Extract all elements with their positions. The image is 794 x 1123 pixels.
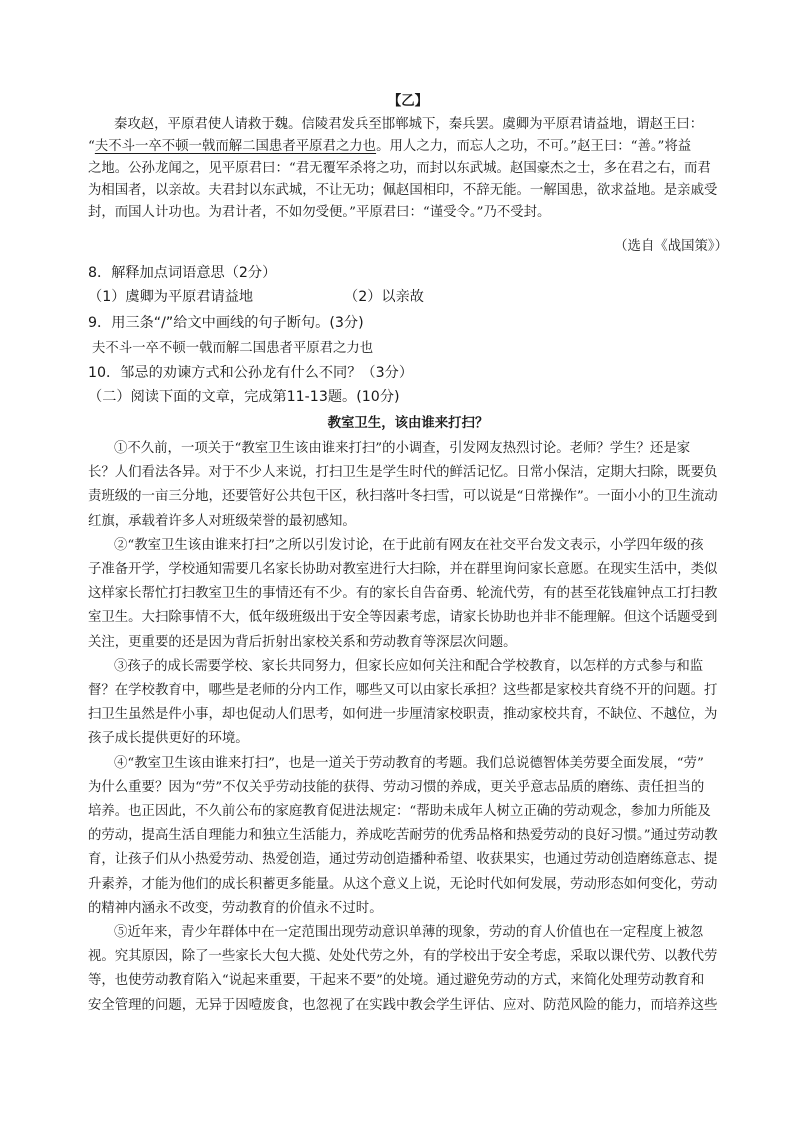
article-line: 为什么重要？因为“劳”不仅关乎劳动技能的获得、劳动习惯的养成，更关乎意志品质的磨练、责任担当的 bbox=[88, 779, 705, 795]
article-title: 教室卫生，该由谁来打扫？ bbox=[327, 415, 489, 431]
article-line: 关注，更重要的还是因为背后折射出家校关系和劳动教育等深层次问题。 bbox=[88, 634, 517, 650]
article-line: 督？在学校教育中，哪些是老师的分内工作，哪些又可以由家长承担？这些都是家校共育绕不开的问题。打 bbox=[88, 683, 718, 698]
article-line: ③孩子的成长需要学校、家长共同努力，但家长应如何关注和配合学校教育，以怎样的方式参与和监 bbox=[114, 658, 704, 674]
article-line: 子准备开学，学校通知需要几名家长协助对教室进行大扫除，并在群里询问家长意愿。在现实生活中，类似 bbox=[88, 562, 718, 577]
article-line: ①不久前，一项关于“教室卫生该由谁来打扫”的小调查，引发网友热烈讨论。老师？学生？还是家 bbox=[114, 441, 691, 456]
section-heading-yi: 【乙】 bbox=[387, 93, 429, 109]
yi-text-line-5: 封，而国人计功也。为君计者，不如勿受便。”平原君曰：“谨受令。”乃不受封。 bbox=[88, 205, 551, 220]
article-line: 红旗，承载着许多人对班级荣誉的最初感知。 bbox=[88, 513, 356, 529]
article-line: 这样家长帮忙打扫教室卫生的事情还有不少。有的家长自告奋勇、轮流代劳，有的甚至花钱雇钟点工打扫教 bbox=[88, 586, 718, 602]
question-8-items bbox=[88, 286, 728, 308]
yi-text-line-4: 为相国者，以亲故。夫君封以东武城，不让无功；佩赵国相印，不辞无能。一解国患，欲求益地。是亲戚受 bbox=[88, 183, 718, 198]
quote-open: “ bbox=[88, 139, 95, 154]
yi-line-2-rest: 。用人之力，而忘人之功，不可。”赵王曰：“善。”将益 bbox=[376, 139, 692, 154]
question-10-title: 10．邹忌的劝谏方式和公孙龙有什么不同？（3分） bbox=[88, 365, 414, 381]
source-citation: （选自《战国策》） bbox=[614, 239, 728, 254]
article-line: 安全管理的问题，无异于因噎废食，也忽视了在实践中教会学生评估、应对、防范风险的能力，而培养这些 bbox=[88, 997, 718, 1013]
article-line: 的劳动，提高生活自理能力和独立生活能力，养成吃苦耐劳的优秀品格和热爱劳动的良好习惯。”通过劳动教 bbox=[88, 828, 718, 844]
article-line: 室卫生。大扫除事情不大，低年级班级出于安全等因素考虑，请家长协助也并非不能理解。但这个话题受到 bbox=[88, 610, 718, 626]
question-9-title: 9．用三条“/”给文中画线的句子断句。(3分) bbox=[88, 315, 364, 331]
article-line: 升素养，才能为他们的成长积蓄更多能量。从这个意义上说，无论时代如何发展，劳动形态如何变化，劳动 bbox=[88, 876, 718, 892]
article-line: 长？人们看法各异。对于不少人来说，打扫卫生是学生时代的鲜活记忆。日常小保洁，定期大扫除，既要负 bbox=[88, 465, 718, 481]
yi-text-line-1: 秦攻赵，平原君使人请救于魏。信陵君发兵至邯郸城下，秦兵罢。虞卿为平原君请益地，谓赵王曰： bbox=[114, 117, 704, 132]
article-line: 视。究其原因，除了一些家长大包大揽、处处代劳之外，有的学校出于安全考虑，采取以课代劳、以教代劳 bbox=[88, 949, 718, 965]
article-line: ②“教室卫生该由谁来打扫”之所以引发讨论，在于此前有网友在社交平台发文表示，小学四年级的孩 bbox=[114, 537, 704, 553]
question-8-title: 8．解释加点词语意思（2分） bbox=[88, 265, 277, 281]
article-line: 的精神内涵永不改变，劳动教育的价值永不过时。 bbox=[88, 900, 383, 916]
article-line: 扫卫生虽然是件小事，却也促动人们思考，如何进一步厘清家校职责，推动家校共育，不缺位、不越位，为 bbox=[88, 707, 718, 723]
article-line: 培养。也正因此，不久前公布的家庭教育促进法规定：“帮助未成年人树立正确的劳动观念，参加力所能及 bbox=[88, 804, 711, 819]
article-line: ④“教室卫生该由谁来打扫”，也是一道关于劳动教育的考题。我们总说德智体美劳要全面发展，“劳” bbox=[114, 755, 704, 771]
article-line: 等，也使劳动教育陷入“说起来重要，干起来不要”的处境。通过避免劳动的方式，来简化处理劳动教育和 bbox=[88, 973, 705, 989]
question-8-item-2: （2）以亲故 bbox=[344, 289, 424, 305]
question-8-item-1: （1）虞卿为平原君请益地 bbox=[88, 289, 254, 305]
question-9-sentence: 夫不斗一卒不顿一戟而解二国患者平原君之力也 bbox=[92, 341, 374, 356]
article-line: ⑤近年来，青少年群体中在一定范围出现劳动意识单薄的现象，劳动的育人价值也在一定程度上被忽 bbox=[114, 925, 704, 940]
article-line: 责班级的一亩三分地，还要管好公共包干区，秋扫落叶冬扫雪，可以说是“日常操作”。一面小小的卫生流动 bbox=[88, 489, 718, 505]
yi-text-line-2 bbox=[88, 136, 728, 158]
section-2-intro: （二）阅读下面的文章，完成第11-13题。(10分) bbox=[88, 389, 400, 405]
underlined-sentence: 夫不斗一卒不顿一戟而解二国患者平原君之力也 bbox=[94, 139, 377, 154]
article-line: 孩子成长提供更好的环境。 bbox=[88, 731, 249, 747]
yi-text-line-3: 之地。公孙龙闻之，见平原君曰：“君无覆军杀将之功，而封以东武城。赵国豪杰之士，多在君之右，而君 bbox=[88, 161, 711, 176]
article-line: 育，让孩子们从小热爱劳动、热爱创造，通过劳动创造播种希望、收获果实，也通过劳动创造磨练意志、提 bbox=[88, 852, 718, 868]
